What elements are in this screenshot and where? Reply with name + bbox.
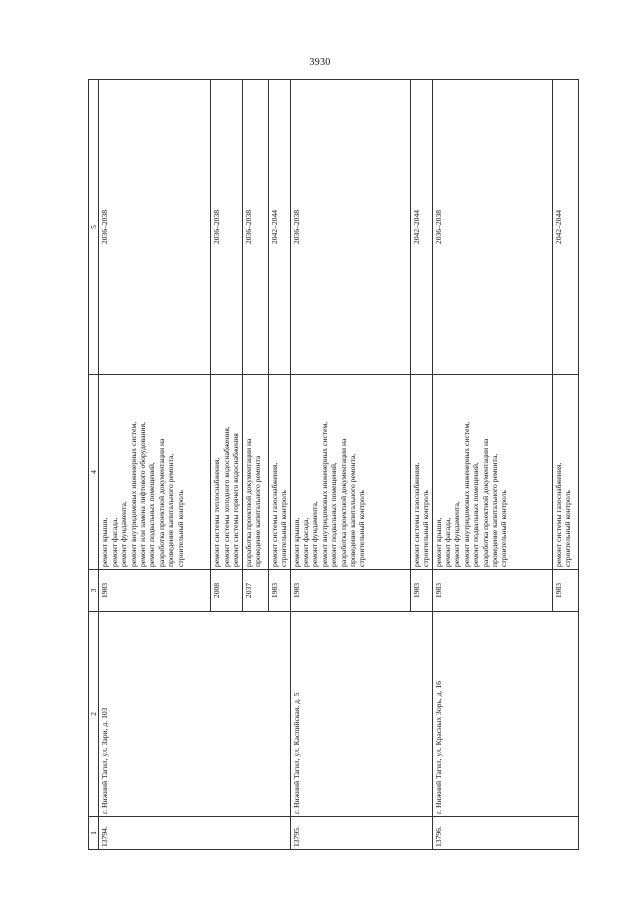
entry-number: 13796.: [432, 817, 578, 850]
work-item: строительный контроль: [175, 490, 185, 567]
work-item: ремонт фундамента,: [310, 501, 320, 567]
work-item: разработка проектной документации на: [156, 438, 166, 567]
period-cell: 2036–2038: [242, 80, 268, 375]
period-cell: 2042–2044: [268, 80, 290, 375]
work-item: ремонт системы газоснабжения,: [269, 462, 279, 567]
work-item: разработка проектной документации на: [243, 438, 253, 567]
works-cell: [268, 375, 290, 570]
work-item: ремонт крыши,: [291, 517, 301, 567]
header-col-1: 1: [89, 817, 99, 850]
work-item: ремонт внутридомовых инженерных систем,: [128, 421, 138, 567]
entry-address: г. Нижний Тагил, ул. Каспийская, д. 5: [290, 612, 432, 817]
period-cell: 2042–2044: [552, 80, 578, 375]
header-row: [89, 80, 99, 850]
works-cell: [410, 375, 432, 570]
work-item: проведение капитального ремонта,: [490, 453, 500, 567]
work-item: ремонт фундамента,: [452, 501, 462, 567]
entry-number: 13795.: [290, 817, 432, 850]
period-cell: 2036–2038: [211, 80, 242, 375]
work-item: ремонт системы газоснабжения,: [411, 462, 421, 567]
works-cell: [290, 375, 410, 570]
period-cell: 2036–2038: [99, 80, 211, 375]
works-cell: [432, 375, 552, 570]
work-item: строительный контроль: [499, 490, 509, 567]
work-item: строительный контроль: [279, 490, 289, 567]
work-item: ремонт крыши,: [100, 517, 110, 567]
entry-number: 13794.: [99, 817, 290, 850]
work-item: ремонт или замена лифтового оборудования,: [138, 422, 148, 567]
works-cell: [211, 375, 242, 570]
year-cell: 1983: [552, 570, 578, 612]
year-cell: 1983: [290, 570, 410, 612]
work-item: строительный контроль: [421, 490, 431, 567]
work-item: ремонт подвальных помещений,: [329, 462, 339, 567]
work-item: ремонт фасада,: [109, 517, 119, 567]
work-item: ремонт системы горячего водоснабжения: [231, 433, 241, 567]
header-col-5: 5: [89, 80, 99, 375]
period-cell: 2042–2044: [410, 80, 432, 375]
table-row: [99, 80, 211, 850]
work-item: ремонт крыши,: [433, 517, 443, 567]
work-item: ремонт подвальных помещений,: [147, 462, 157, 567]
repair-schedule-table: [88, 79, 579, 850]
year-cell: 1983: [268, 570, 290, 612]
work-item: ремонт системы холодного водоснабжения,: [221, 426, 231, 567]
works-cell: [552, 375, 578, 570]
work-item: разработка проектной документации на: [480, 438, 490, 567]
work-item: строительный контроль: [563, 490, 573, 567]
work-item: ремонт подвальных помещений,: [471, 462, 481, 567]
header-col-4: 4: [89, 375, 99, 570]
header-col-2: 2: [89, 612, 99, 817]
work-item: проведение капитального ремонта: [253, 455, 263, 567]
work-item: ремонт системы газоснабжения,: [553, 462, 563, 567]
header-col-3: 3: [89, 570, 99, 612]
work-item: проведение капитального ремонта,: [348, 453, 358, 567]
work-item: ремонт внутридомовых инженерных систем,: [319, 421, 329, 567]
work-item: ремонт внутридомовых инженерных систем,: [461, 421, 471, 567]
works-cell: [242, 375, 268, 570]
work-item: проведение капитального ремонта,: [166, 453, 176, 567]
year-cell: 2037: [242, 570, 268, 612]
works-cell: [99, 375, 211, 570]
entry-address: г. Нижний Тагил, ул. Зари, д. 103: [99, 612, 290, 817]
work-item: разработка проектной документации на: [338, 438, 348, 567]
entry-address: г. Нижний Тагил, ул. Красных Зорь, д. 16: [432, 612, 578, 817]
work-item: ремонт фундамента,: [119, 501, 129, 567]
year-cell: 1983: [432, 570, 552, 612]
table-row: [290, 80, 410, 850]
year-cell: 2008: [211, 570, 242, 612]
work-item: ремонт фасада,: [443, 517, 453, 567]
period-cell: 2036–2038: [432, 80, 552, 375]
year-cell: 1983: [99, 570, 211, 612]
year-cell: 1983: [410, 570, 432, 612]
table-row: [432, 80, 552, 850]
work-item: ремонт системы теплоснабжения,: [212, 457, 222, 567]
rotated-table-frame: [88, 80, 573, 850]
work-item: ремонт фасада,: [301, 517, 311, 567]
work-item: строительный контроль: [357, 490, 367, 567]
period-cell: 2036–2038: [290, 80, 410, 375]
table-body: [99, 80, 578, 850]
page-number: 3930: [309, 57, 331, 68]
